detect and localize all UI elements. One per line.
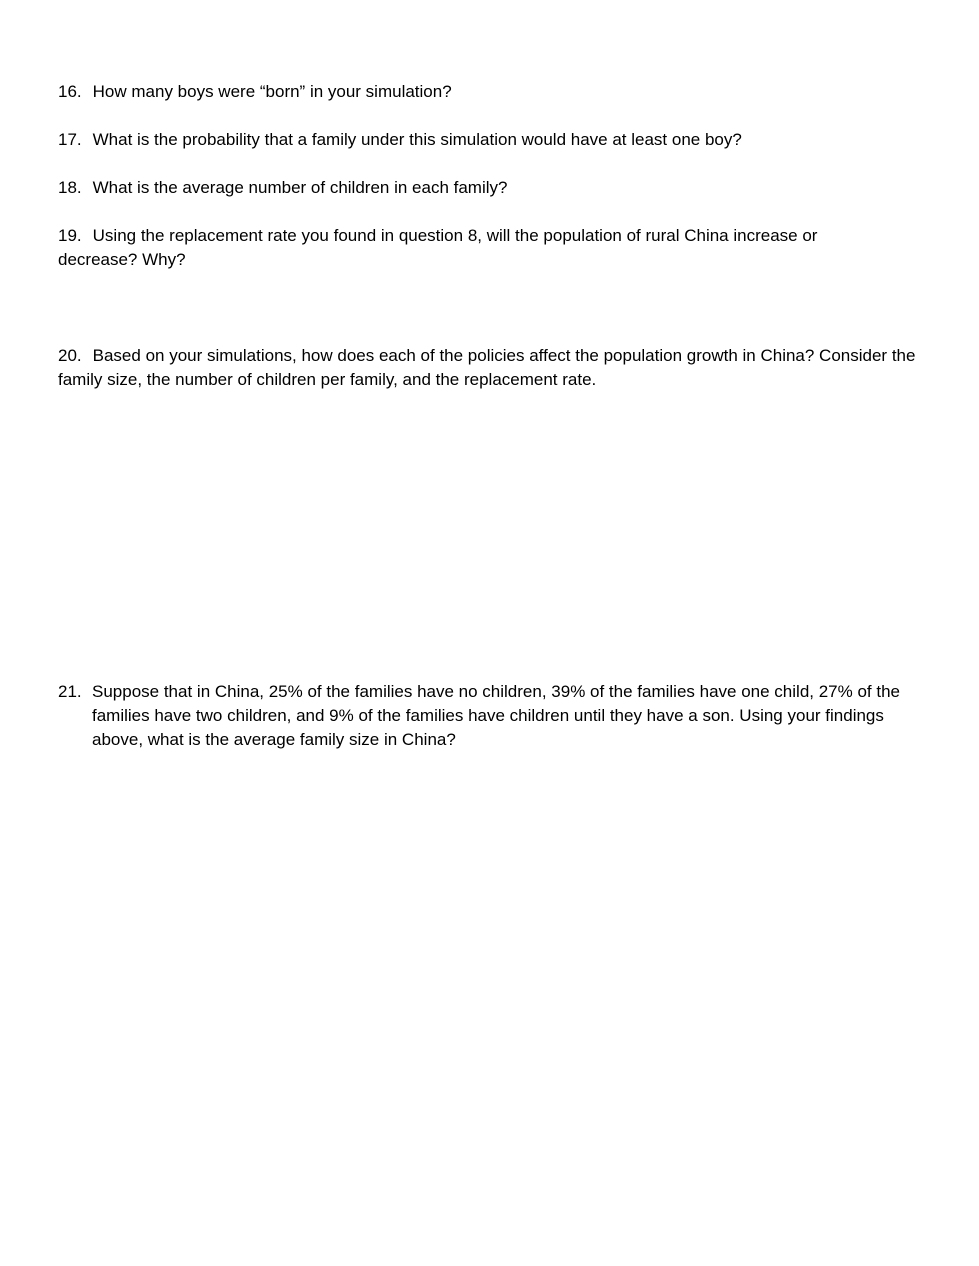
question-number: 19. [58,226,82,245]
question-number: 21. [58,682,82,701]
question-text: What is the average number of children in each family? [92,178,508,197]
question-19 [58,224,858,272]
question-number: 17. [58,130,82,149]
question-text: How many boys were “born” in your simulation? [92,82,452,101]
question-text: What is the probability that a family under this simulation would have at least one boy? [92,130,742,149]
question-number: 16. [58,82,82,101]
question-number: 20. [58,346,82,365]
question-17 [58,128,928,152]
question-21 [58,680,908,752]
question-18 [58,176,928,200]
question-number: 18. [58,178,82,197]
question-text: Based on your simulations, how does each of the policies affect the population growth in China? Consider the family size, the number of children per family, and the replacement rate. [58,346,916,389]
question-16 [58,80,928,104]
question-text: Suppose that in China, 25% of the families have no children, 39% of the families have one child, 27% of the families have two children, and 9% of the families have children until they have a son. Using your findings above, what is the average family size in China? [92,682,900,749]
question-text: Using the replacement rate you found in question 8, will the population of rural China increase or decrease? Why? [58,226,818,269]
question-20 [58,344,928,392]
